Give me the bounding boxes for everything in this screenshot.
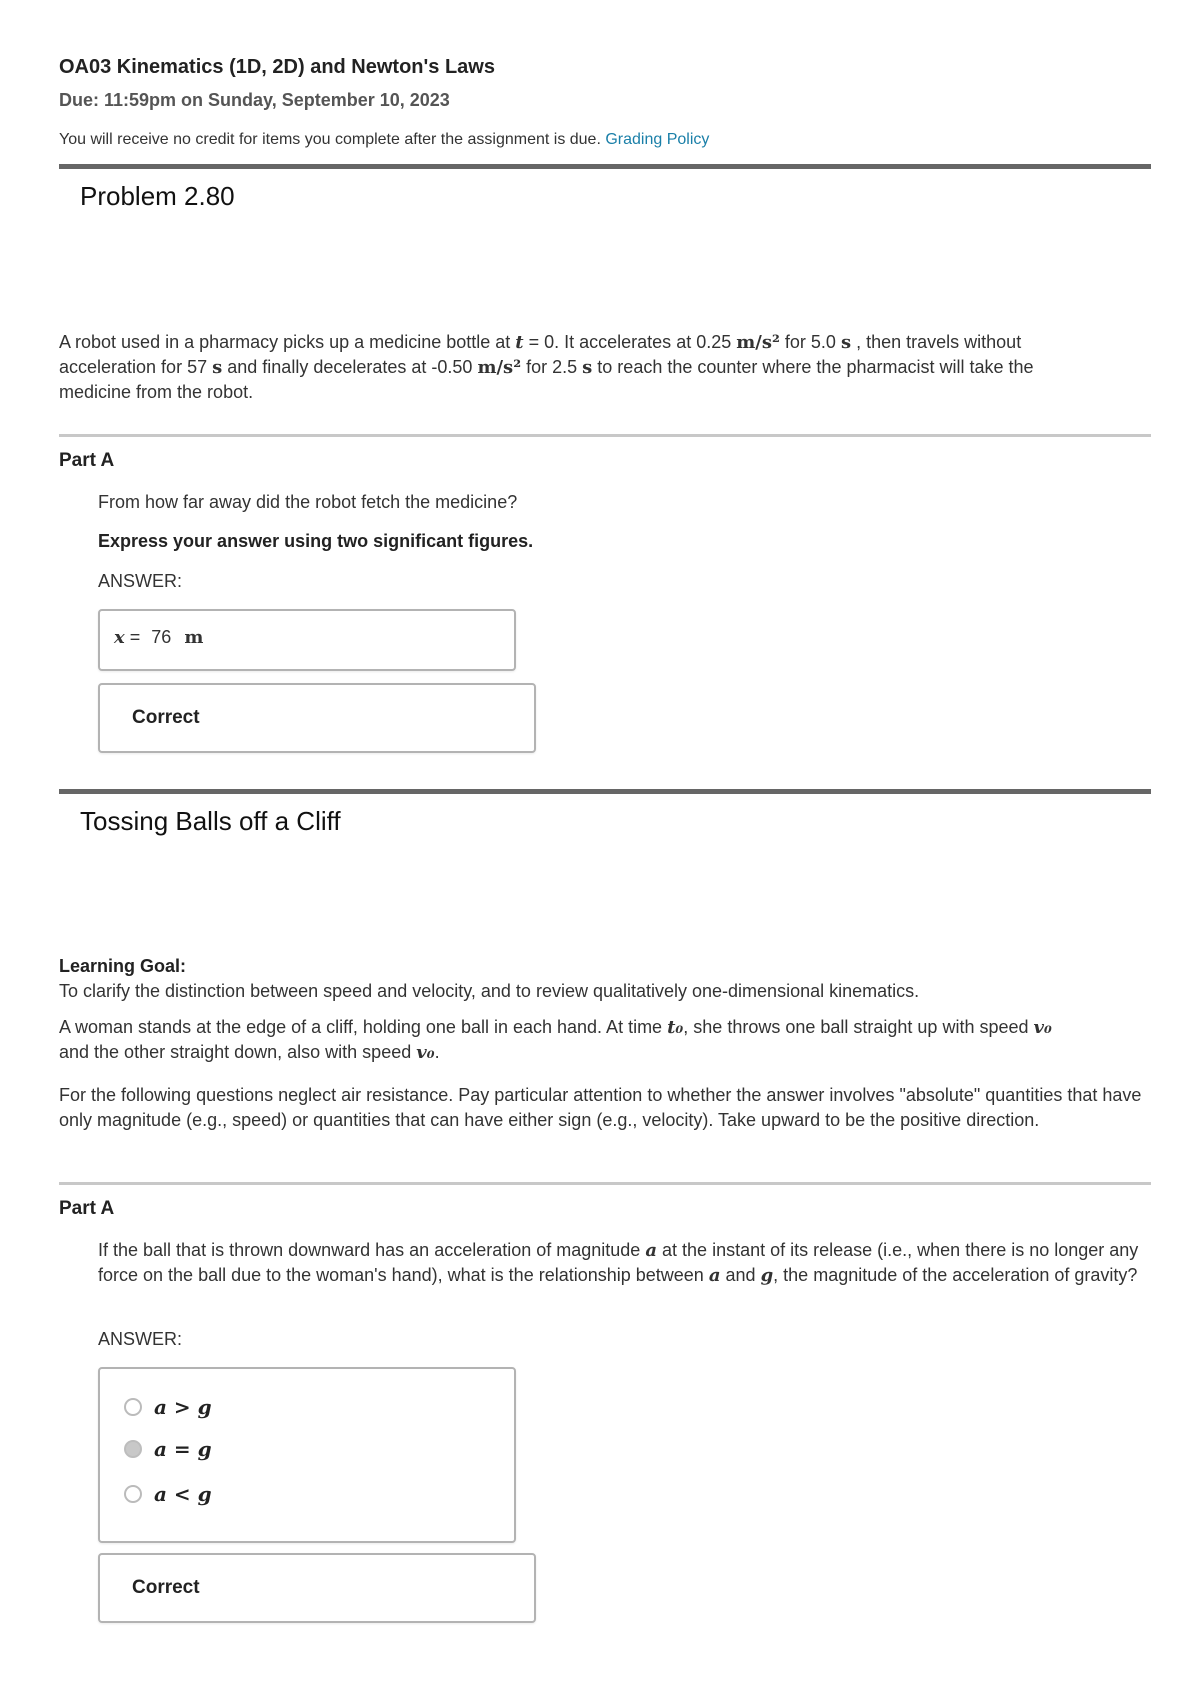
unit-s: s (840, 332, 852, 353)
part-a-question: If the ball that is thrown downward has an acceleration of magnitude a at the instant of its release (i.e., when there is no longer any force on the ball due to the woman's hand), what is the relationship between a and g, the magnitude of the acceleration of gravity? (98, 1240, 1139, 1286)
part-a-label: Part A (59, 450, 115, 471)
late-note (59, 131, 709, 149)
option-a-eq-g[interactable] (124, 1437, 212, 1461)
unit-mps2: m/s² (477, 357, 522, 378)
part-a-question: From how far away did the robot fetch the medicine? (98, 492, 518, 512)
feedback-box (98, 683, 536, 753)
section-divider (59, 789, 1151, 794)
answer-box[interactable] (98, 609, 516, 671)
option-label: a = g (154, 1437, 212, 1461)
part-a-label: Part A (59, 1198, 115, 1219)
due-date: Due: 11:59pm on Sunday, September 10, 2023 (59, 90, 450, 110)
problem-instructions: For the following questions neglect air resistance. Pay particular attention to whether the answer involves "absolute" quantities that have only magnitude (e.g., speed) or quantities that can have either sign (e.g., velocity). Take upward to be the positive direction. (59, 1085, 1142, 1130)
variable-t: t (515, 332, 524, 353)
answer-unit: m (184, 627, 204, 648)
problem-setup: A woman stands at the edge of a cliff, holding one ball in each hand. At time t₀, she throws one ball straight up with speed v₀ and the other straight down, also with speed v₀. (59, 1017, 1052, 1063)
assignment-title: OA03 Kinematics (1D, 2D) and Newton's Laws (59, 56, 495, 78)
learning-goal-label: Learning Goal: (59, 956, 187, 976)
option-label: a > g (154, 1395, 212, 1419)
radio-button-selected[interactable] (124, 1440, 142, 1458)
answer-label: ANSWER: (98, 1329, 183, 1349)
multiple-choice-box (98, 1367, 516, 1543)
radio-button[interactable] (124, 1485, 142, 1503)
unit-mps2: m/s² (736, 332, 780, 353)
answer-value: 76 (151, 627, 172, 647)
late-note-text: You will receive no credit for items you complete after the assignment is due. (59, 131, 601, 148)
problem-statement: A robot used in a pharmacy picks up a medicine bottle at t = 0. It accelerates at 0.25 m/s² for 5.0 s , then travels without acceleration for 57 s and finally decelerates at -0.50 m/s² for 2.5 s to reach the counter where the pharmacist will take the medicine from the robot. (59, 332, 1034, 402)
part-divider (59, 434, 1151, 437)
problem-title: Problem 2.80 (80, 181, 235, 211)
part-divider (59, 1182, 1151, 1185)
problem-title: Tossing Balls off a Cliff (80, 806, 341, 836)
radio-button[interactable] (124, 1398, 142, 1416)
feedback-box (98, 1553, 536, 1623)
feedback-correct: Correct (132, 1577, 200, 1598)
answer-variable: x (114, 627, 125, 648)
learning-goal-text: To clarify the distinction between speed and velocity, and to review qualitatively one-dimensional kinematics. (59, 981, 920, 1001)
section-divider (59, 164, 1151, 169)
part-a-instruction: Express your answer using two significant figures. (98, 531, 534, 551)
unit-s: s (212, 357, 223, 378)
option-a-gt-g[interactable] (124, 1395, 212, 1419)
learning-goal (59, 954, 1151, 1004)
answer-label: ANSWER: (98, 571, 183, 591)
unit-s: s (582, 357, 593, 378)
feedback-correct: Correct (132, 707, 200, 728)
option-a-lt-g[interactable] (124, 1482, 212, 1506)
answer-equals: = (129, 627, 141, 647)
option-label: a < g (154, 1482, 212, 1506)
answer-expression (114, 627, 203, 648)
grading-policy-link[interactable]: Grading Policy (605, 131, 710, 148)
